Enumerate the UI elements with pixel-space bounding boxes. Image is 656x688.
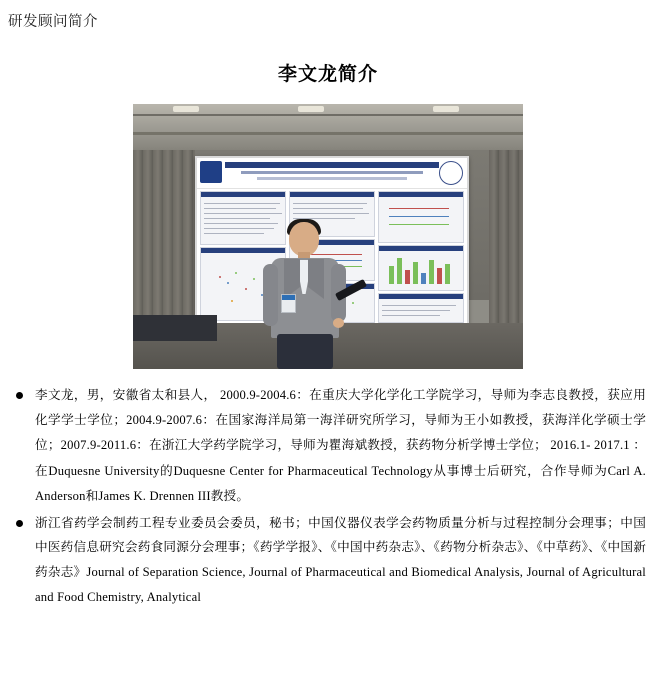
panel-heading — [379, 246, 463, 251]
panel-heading — [201, 192, 285, 197]
conference-badge — [281, 294, 296, 313]
text-line — [382, 305, 456, 306]
bio-education-text: 李文龙，男，安徽省太和县人， 2000.9-2004.6：在重庆大学化学化工学院学习，导师为李志良教授，获应用化学学士学位；2004.9-2007.6：在国家海洋局第一海洋研究所学习，导师为王小如教授，获海洋化学硕士学位；2007.9-2011.6：在浙江大学药学院学习，导师为瞿海斌教授，获药物分析学博士学位； 2016.1- 2017.1 ：在Duquesne University的Duquesne Center for Pharmaceutical Technology从事博士后研究，合作导师为Carl A. Anderson和James K. Drennen III教授。 — [35, 388, 646, 503]
bar — [389, 266, 394, 284]
bar — [437, 268, 442, 284]
biography-content — [0, 369, 656, 609]
poster-panel-barchart — [378, 245, 464, 291]
text-line — [204, 208, 276, 209]
panel-heading — [290, 192, 374, 197]
ceiling-light-icon — [173, 106, 199, 112]
bar — [397, 258, 402, 284]
poster-panel-results — [378, 191, 464, 243]
text-line — [293, 208, 363, 209]
scatter-point — [227, 282, 229, 284]
page-title: 李文龙简介 — [277, 64, 378, 85]
hand-right — [333, 318, 344, 328]
results-line — [389, 216, 449, 217]
text-line — [204, 203, 280, 204]
text-line — [204, 213, 282, 214]
document-header: 研发顾问简介 — [8, 14, 98, 30]
bar — [429, 260, 434, 284]
poster-title-line — [225, 162, 439, 168]
side-table — [133, 315, 217, 341]
scatter-point — [231, 300, 233, 302]
head — [289, 222, 319, 256]
bar — [405, 270, 410, 284]
university-logo-icon — [200, 161, 222, 183]
bio-positions-text: 浙江省药学会制药工程专业委员会委员，秘书；中国仪器仪表学会药物质量分析与过程控制分会理事；中国中医药信息研究会药食同源分会理事；《药学学报》、《中国中药杂志》、《药物分析杂志》、《中草药》、《中国新药杂志》Journal of Separation Science, Journal of Pharmaceutical and Biomedical Analysis, Journal of Agricultural and Food Chemistry, Analytical — [35, 515, 646, 604]
poster-header — [197, 158, 467, 189]
bar — [421, 273, 426, 284]
list-item — [12, 383, 646, 509]
text-line — [204, 218, 270, 219]
panel-heading — [379, 294, 463, 299]
ceiling-light-icon — [433, 106, 459, 112]
poster-panel-references — [378, 293, 464, 323]
panel-heading — [379, 192, 463, 197]
scatter-point — [245, 288, 247, 290]
bar — [445, 264, 450, 284]
text-line — [382, 315, 440, 316]
profile-photo — [133, 104, 523, 369]
scatter-point — [219, 276, 221, 278]
arm-left — [263, 264, 278, 326]
bullet-icon — [16, 392, 23, 399]
society-logo-icon — [439, 161, 463, 185]
ceiling-light-icon — [298, 106, 324, 112]
trousers — [277, 334, 333, 369]
text-line — [293, 203, 367, 204]
bar — [413, 262, 418, 284]
poster-author-line — [241, 171, 423, 174]
ceiling — [133, 104, 523, 150]
person-portrait — [251, 222, 361, 369]
results-line — [389, 224, 449, 225]
poster-affiliation-line — [257, 177, 407, 180]
poster-column-right — [378, 191, 462, 321]
text-line — [382, 310, 450, 311]
bullet-icon — [16, 520, 23, 527]
text-line — [293, 213, 369, 214]
scatter-point — [235, 272, 237, 274]
conference-photo-image — [133, 104, 523, 369]
results-line — [389, 208, 449, 209]
list-item — [12, 511, 646, 609]
